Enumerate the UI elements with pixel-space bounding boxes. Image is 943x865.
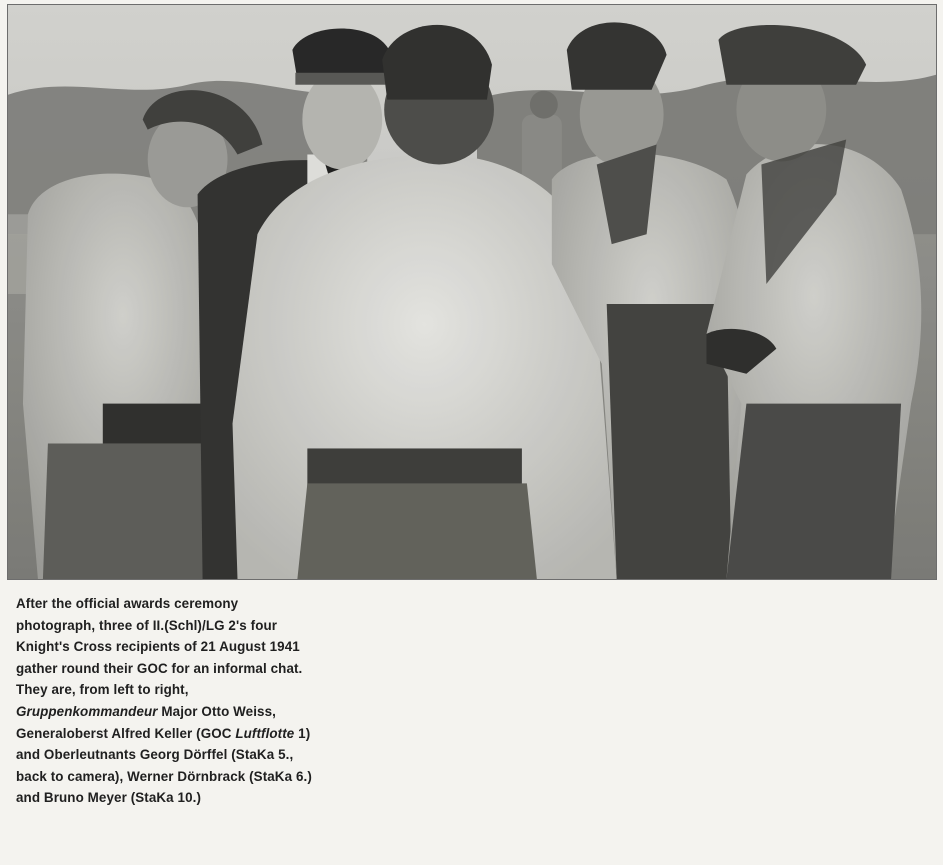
caption-text — [16, 593, 316, 809]
photo-caption — [16, 593, 316, 809]
caption-segment-1: After the official awards ceremony photograph, three of II.(Schl)/LG 2's four Knight's Cross recipients of 21 August 1941 gather round their GOC for an informal chat. They are, from left to right, — [16, 596, 303, 698]
caption-italic-luftflotte: Luftflotte — [235, 725, 295, 741]
photograph-image — [8, 5, 936, 579]
caption-italic-gruppenkommandeur: Gruppenkommandeur — [16, 703, 158, 719]
caption-segment-3: Major Otto Weiss, Generaloberst Alfred Keller (GOC — [16, 703, 276, 741]
caption-segment-5: 1) and Oberleutnants Georg Dörffel (StaKa 5., back to camera), Werner Dörnbrack (StaKa 6.) and Bruno Meyer (StaKa 10.) — [16, 725, 312, 806]
archival-photograph — [7, 4, 937, 580]
